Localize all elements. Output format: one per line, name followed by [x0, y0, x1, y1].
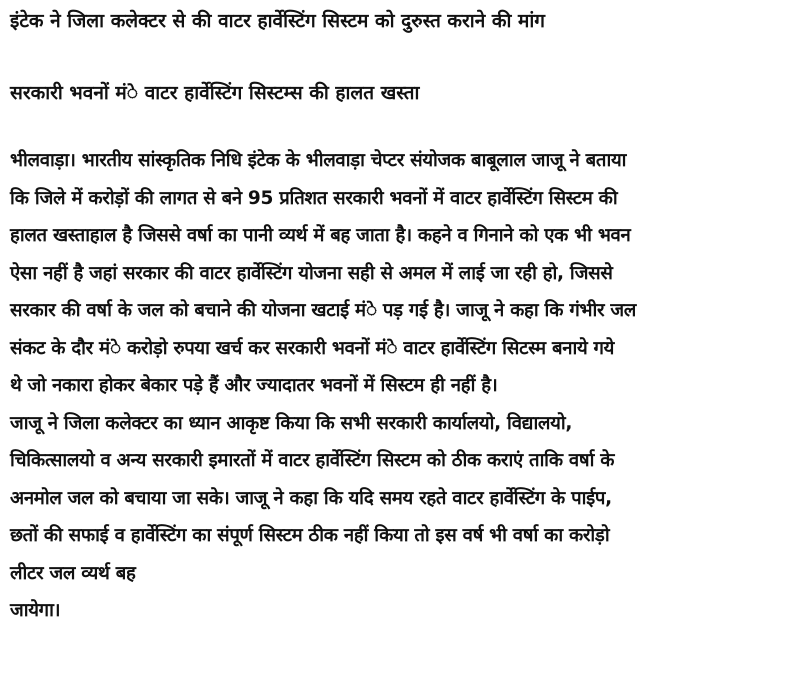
- body-line: जायेगा।: [10, 600, 61, 621]
- body-line: छतों की सफाई व हार्वेस्टिंग का संपूर्ण सिस्टम ठीक नहीं किया तो इस वर्ष भी वर्षा का करोड़ो: [10, 525, 610, 546]
- article-body: [10, 142, 795, 630]
- article-subheadline: सरकारी भवनों मंे वाटर हार्वेस्टिंग सिस्टम्स की हालत खस्ता: [10, 82, 420, 104]
- body-line: भीलवाड़ा। भारतीय सांस्कृतिक निधि इंटेक के भीलवाड़ा चेप्टर संयोजक बाबूलाल जाजू ने बताया: [10, 150, 627, 171]
- body-line: अनमोल जल को बचाया जा सके। जाजू ने कहा कि यदि समय रहते वाटर हार्वेस्टिंग के पाईप,: [10, 487, 612, 509]
- body-line: चिकित्सालयो व अन्य सरकारी इमारतों में वाटर हार्वेस्टिंग सिस्टम को ठीक कराएं ताकि वर्षा के: [10, 450, 615, 471]
- body-line: सरकार की वर्षा के जल को बचाने की योजना खटाई मंे पड़ गई है। जाजू ने कहा कि गंभीर जल: [10, 300, 637, 321]
- body-line: लीटर जल व्यर्थ बह: [10, 562, 136, 584]
- body-line: हालत खस्ताहाल है जिससे वर्षा का पानी व्यर्थ में बह जाता है। कहने व गिनाने को एक भी भवन: [10, 225, 631, 246]
- body-line: थे जो नकारा होकर बेकार पड़े हैं और ज्यादातर भवनों में सिस्टम ही नहीं है।: [10, 375, 498, 396]
- body-line: ऐसा नहीं है जहां सरकार की वाटर हार्वेस्टिंग योजना सही से अमल में लाई जा रही हो, जिससे: [10, 262, 613, 284]
- article-headline: इंटेक ने जिला कलेक्टर से की वाटर हार्वेस्टिंग सिस्टम को दुरुस्त कराने की मांग: [10, 10, 545, 32]
- body-line: कि जिले में करोड़ों की लागत से बने 95 प्रतिशत सरकारी भवनों में वाटर हार्वेस्टिंग सिस्टम की: [10, 187, 618, 209]
- body-line: जाजू ने जिला कलेक्टर का ध्यान आकृष्ट किया कि सभी सरकारी कार्यालयो, विद्यालयो,: [10, 412, 573, 434]
- news-article: [10, 6, 795, 621]
- body-line: संकट के दौर मंे करोड़ो रुपया खर्च कर सरकारी भवनों मंे वाटर हार्वेस्टिंग सिटस्म बनाये गये: [10, 337, 615, 359]
